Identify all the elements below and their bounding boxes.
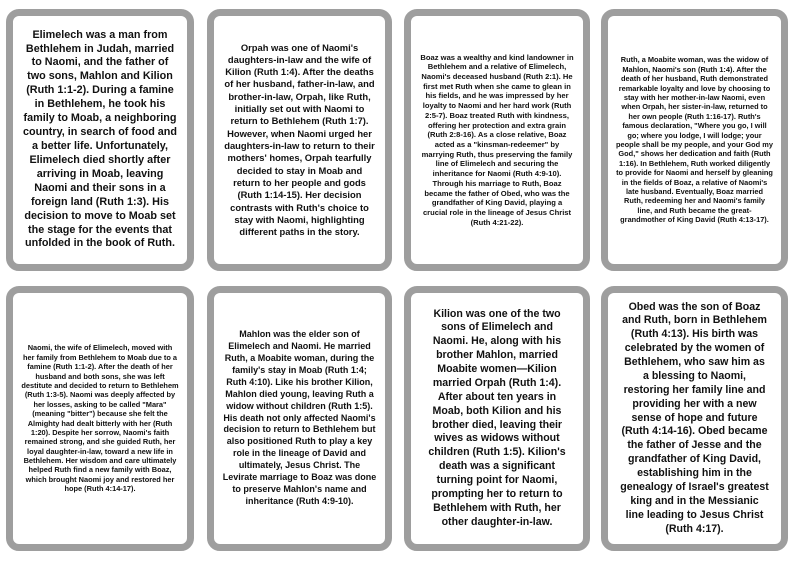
card-text-ruth: Ruth, a Moabite woman, was the widow of Mahlon, Naomi's son (Ruth 1:4). After the death of her husband, Ruth demonstrated remarkable loyalty and love by choosing to stay with her mother-in-law Naomi, even when Orpah, her sister-in-law, returned to her own people (Ruth 1:16-17). Ruth's famous declaration, "Where you go, I will go; where you lodge, I will lodge; your people shall be my people, and your God my God," shows her dedication and faith (Ruth 1:16). In Bethlehem, Ruth worked diligently to provide for Naomi and herself by gleaning in the fields of Boaz, a relative of Naomi's late husband. Eventually, Boaz married Ruth, redeeming her and Naomi's family line, and Ruth became the great-grandmother of King David (Ruth 4:13-17). [616,55,773,225]
card-text-elimelech: Elimelech was a man from Bethlehem in Judah, married to Naomi, and the father of two sons, Mahlon and Kilion (Ruth 1:1-2). During a famine in Bethlehem, he took his family to Moab, a neighboring country, in search of food and a better life. Unfortunately, Elimelech died shortly after arriving in Moab, leaving Naomi and their sons in a foreign land (Ruth 1:3). His decision to move to Moab set the stage for the events that unfolded in the book of Ruth. [23,28,177,250]
card-text-naomi: Naomi, the wife of Elimelech, moved with her family from Bethlehem to Moab due to a famine (Ruth 1:1-2). After the death of her husband and both sons, she was left destitute and decided to return to Bethlehem (Ruth 1:3-5). Naomi was deeply affected by her losses, asking to be called "Mara" (meaning "bitter") because she felt the Almighty had dealt bitterly with her (Ruth 1:20). Despite her sorrow, Naomi's faith remained strong, and she guided Ruth, her loyal daughter-in-law, toward a new life in Bethlehem. Her wisdom and care ultimately helped Ruth find a new family with Boaz, which brought Naomi joy and restored her hope (Ruth 4:14-17). [21,343,179,494]
card-text-mahlon: Mahlon was the elder son of Elimelech and Naomi. He married Ruth, a Moabite woman, during the family's stay in Moab (Ruth 1:4; Ruth 4:10). Like his brother Kilion, Mahlon died young, leaving Ruth a widow without children (Ruth 1:5). His death not only affected Naomi's decision to return to Bethlehem but also positioned Ruth to play a key role in the lineage of David and ultimately, Jesus Christ. The Levirate marriage to Boaz was done to preserve Mahlon's name and inheritance (Ruth 4:9-10). [222,328,377,507]
card-text-boaz: Boaz was a wealthy and kind landowner in Bethlehem and a relative of Elimelech, Naomi's deceased husband (Ruth 2:1). He first met Ruth when she came to glean in his fields, and he was impressed by her loyalty to Naomi and her hard work (Ruth 2:5-7). Boaz treated Ruth with kindness, offering her protection and extra grain (Ruth 2:8-16). As a close relative, Boaz acted as a "kinsman-redeemer" by marrying Ruth, thus preserving the family line of Elimelech and securing the inheritance for Naomi (Ruth 4:9-10). Through his marriage to Ruth, Boaz became the father of Obed, who was the grandfather of King David, playing a crucial role in the lineage of Jesus Christ (Ruth 4:21-22). [420,52,574,227]
card-orpah [207,9,392,271]
card-boaz [404,9,590,271]
card-elimelech [6,9,194,271]
card-mahlon [207,286,392,551]
card-text-orpah: Orpah was one of Naomi's daughters-in-law and the wife of Kilion (Ruth 1:4). After the deaths of her husband, father-in-law, and brother-in-law, Orpah, like Ruth, initially set out with Naomi to return to Bethlehem (Ruth 1:7). However, when Naomi urged her daughters-in-law to return to their mothers' homes, Orpah tearfully decided to stay in Moab and return to her people and gods (Ruth 1:14-15). Her decision contrasts with Ruth's choice to stay with Naomi, highlighting different paths in the story. [224,41,375,238]
card-naomi [6,286,194,551]
card-obed [601,286,788,551]
card-ruth [601,9,788,271]
card-kilion [404,286,590,551]
card-text-kilion: Kilion was one of the two sons of Elimelech and Naomi. He, along with his brother Mahlon, married Moabite women—Kilion married Orpah (Ruth 1:4). After about ten years in Moab, both Kilion and his brother died, leaving their wives as widows without children (Ruth 1:5). Kilion's death was a significant turning point for Naomi, prompting her to return to Bethlehem with Ruth, her other daughter-in-law. [428,307,566,528]
card-text-obed: Obed was the son of Boaz and Ruth, born in Bethlehem (Ruth 4:13). His birth was celebrated by the women of Bethlehem, who saw him as a blessing to Naomi, restoring her family line and providing her with a new sense of hope and future (Ruth 4:14-16). Obed became the father of Jesse and the grandfather of King David, establishing him in the genealogy of Israel's greatest king and in the Messianic line leading to Jesus Christ (Ruth 4:17). [620,300,769,535]
